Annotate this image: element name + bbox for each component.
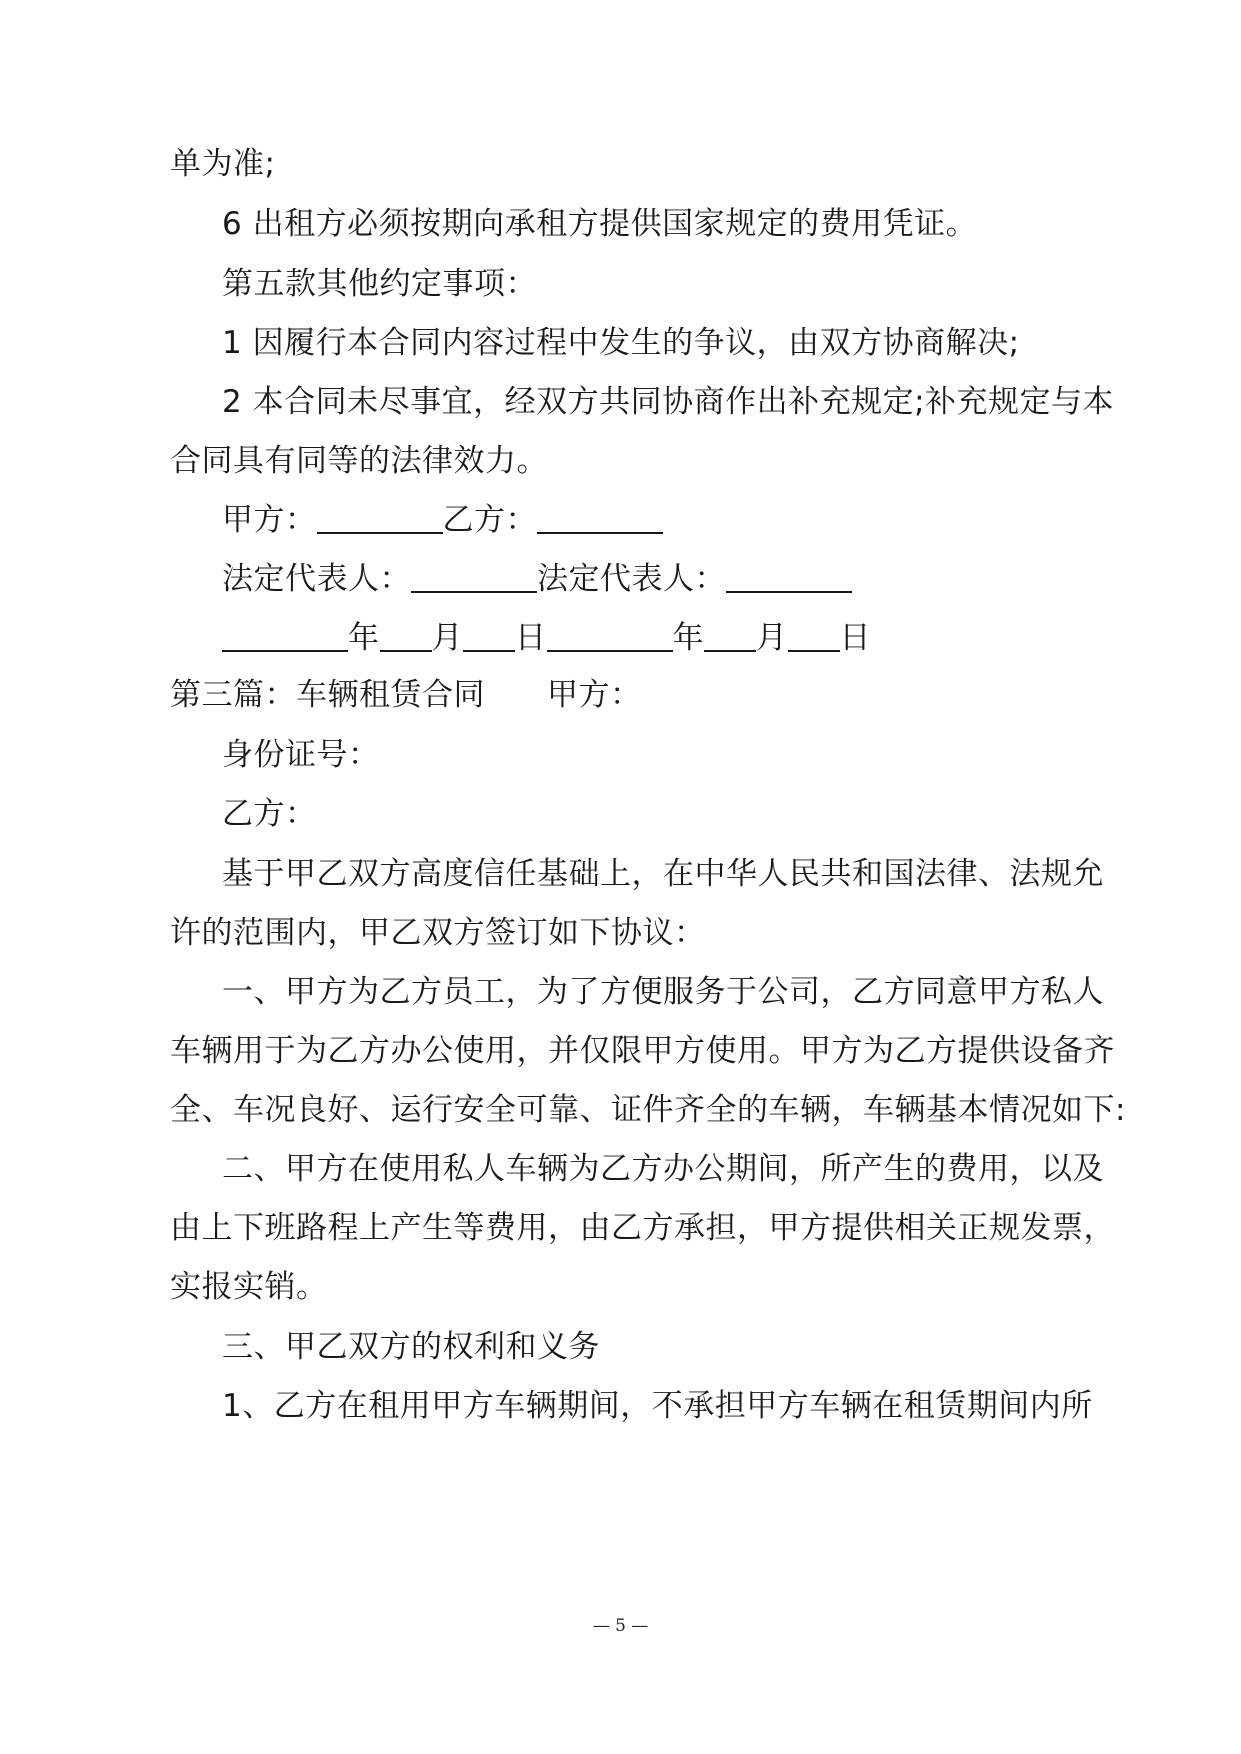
text-line: 实报实销。 bbox=[170, 1269, 328, 1305]
year-a-blank bbox=[222, 620, 348, 652]
month-label: 月 bbox=[756, 620, 788, 656]
legal-rep-b-blank bbox=[726, 561, 852, 593]
party-b-blank bbox=[537, 502, 663, 534]
year-b-blank bbox=[547, 620, 673, 652]
part3-heading-line bbox=[170, 675, 642, 715]
text-line: 基于甲乙双方高度信任基础上，在中华人民共和国法律、法规允 bbox=[222, 856, 1104, 892]
text-line: 单为准; bbox=[170, 146, 276, 182]
text-line: 全、车况良好、运行安全可靠、证件齐全的车辆，车辆基本情况如下: bbox=[170, 1092, 1126, 1128]
part3-party-a: 甲方： bbox=[547, 677, 642, 713]
signature-parties bbox=[222, 500, 663, 540]
text-line: 二、甲方在使用私人车辆为乙方办公期间，所产生的费用，以及 bbox=[222, 1151, 1104, 1187]
text-line: 一、甲方为乙方员工，为了方便服务于公司，乙方同意甲方私人 bbox=[222, 974, 1104, 1010]
day-label: 日 bbox=[515, 620, 547, 656]
party-b-label: 乙方： bbox=[222, 796, 317, 832]
month-label: 月 bbox=[431, 620, 463, 656]
text-line: 许的范围内，甲乙双方签订如下协议： bbox=[170, 915, 706, 951]
party-a-label: 甲方： bbox=[222, 502, 317, 538]
text-line: 2 本合同未尽事宜，经双方共同协商作出补充规定;补充规定与本 bbox=[222, 384, 1115, 420]
signature-dates bbox=[222, 618, 871, 658]
section-heading: 三、甲乙双方的权利和义务 bbox=[222, 1329, 600, 1365]
id-number-label: 身份证号： bbox=[222, 737, 380, 773]
year-label: 年 bbox=[672, 620, 704, 656]
year-label: 年 bbox=[348, 620, 380, 656]
page-number: — 5 — bbox=[592, 1616, 649, 1636]
party-a-blank bbox=[317, 502, 443, 534]
month-b-blank bbox=[704, 620, 756, 652]
legal-rep-a-blank bbox=[411, 561, 537, 593]
text-line: 6 出租方必须按期向承租方提供国家规定的费用凭证。 bbox=[222, 206, 978, 242]
party-b-label: 乙方： bbox=[442, 502, 537, 538]
legal-rep-a-label: 法定代表人： bbox=[222, 561, 411, 597]
text-line: 由上下班路程上产生等费用，由乙方承担，甲方提供相关正规发票， bbox=[170, 1210, 1115, 1246]
part3-title: 第三篇：车辆租赁合同 bbox=[170, 677, 485, 713]
text-line: 车辆用于为乙方办公使用，并仅限甲方使用。甲方为乙方提供设备齐 bbox=[170, 1033, 1115, 1069]
text-line: 1 因履行本合同内容过程中发生的争议，由双方协商解决; bbox=[222, 325, 1020, 361]
text-line: 合同具有同等的法律效力。 bbox=[170, 443, 548, 479]
section-heading: 第五款其他约定事项： bbox=[222, 266, 537, 302]
day-label: 日 bbox=[839, 620, 871, 656]
month-a-blank bbox=[380, 620, 432, 652]
day-b-blank bbox=[788, 620, 840, 652]
day-a-blank bbox=[463, 620, 515, 652]
legal-rep-b-label: 法定代表人： bbox=[537, 561, 726, 597]
text-line: 1、乙方在租用甲方车辆期间，不承担甲方车辆在租赁期间内所 bbox=[222, 1388, 1093, 1424]
signature-legal-reps bbox=[222, 559, 852, 599]
